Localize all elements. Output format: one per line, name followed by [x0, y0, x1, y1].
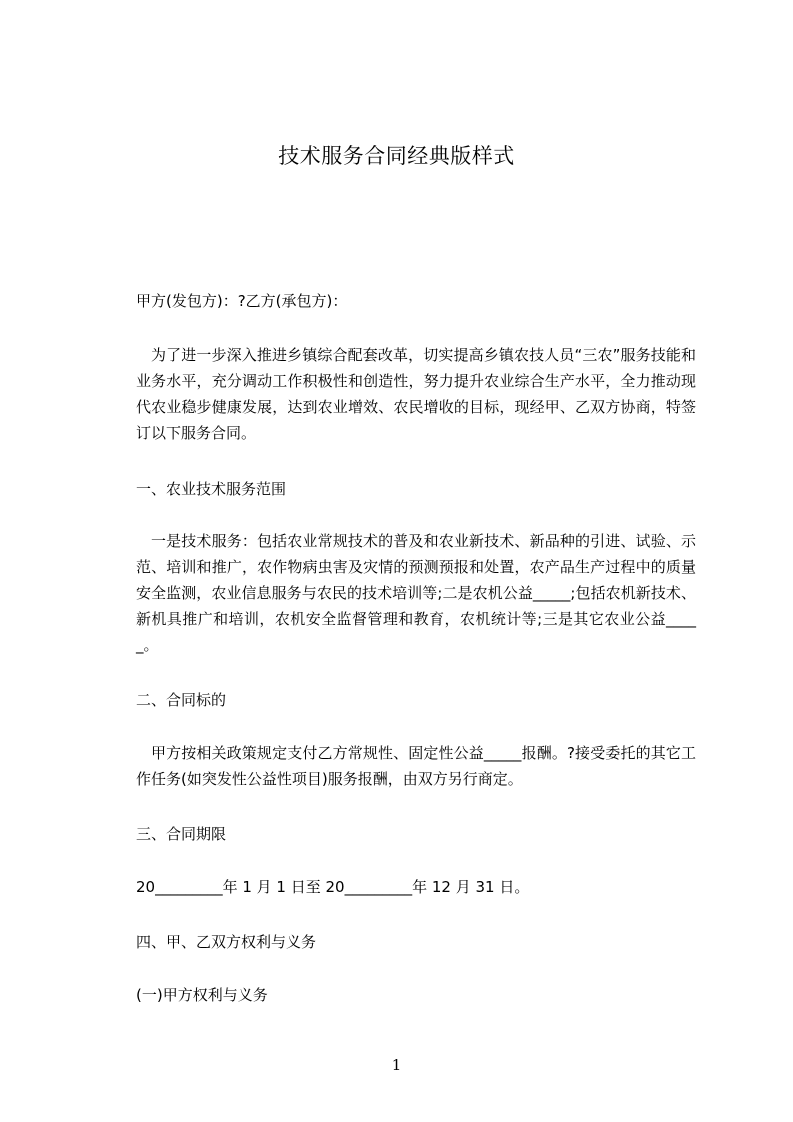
section-heading-rights-obligations: 四、甲、乙双方权利与义务 — [136, 933, 317, 951]
section-body-service-scope: 一是技术服务：包括农业常规技术的普及和农业新技术、新品种的引进、试验、示范、培训和推广，农作物病虫害及灾情的预测预报和处置，农产品生产过程中的质量安全监测，农业信息服务与农民的技术培训等;二是农机公益_____;包括农机新技术、新机具推广和培训，农机安全监督管理和教育，农机统计等;三是其它农业公益_____。 — [136, 532, 696, 654]
preamble-paragraph: 为了进一步深入推进乡镇综合配套改革，切实提高乡镇农技人员“三农”服务技能和业务水平，充分调动工作积极性和创造性，努力提升农业综合生产水平，全力推动现代农业稳步健康发展，达到农业增效、农民增收的目标，现经甲、乙双方协商，特签订以下服务合同。 — [136, 346, 696, 442]
section-heading-contract-subject: 二、合同标的 — [136, 691, 227, 709]
section-body-contract-term: 20_________年 1 月 1 日至 20_________年 12 月 31 日。 — [136, 878, 530, 896]
section-heading-service-scope: 一、农业技术服务范围 — [136, 480, 287, 498]
section-heading-contract-term: 三、合同期限 — [136, 825, 227, 843]
subsection-heading-party-a: (一)甲方权利与义务 — [136, 986, 268, 1004]
section-body-contract-subject: 甲方按相关政策规定支付乙方常规性、固定性公益_____报酬。?接受委托的其它工作任务(如突发性公益性项目)服务报酬，由双方另行商定。 — [136, 744, 696, 788]
parties-line: 甲方(发包方)：?乙方(承包方)： — [136, 292, 348, 310]
document-title: 技术服务合同经典版样式 — [278, 144, 515, 168]
page-number: 1 — [391, 1056, 402, 1074]
